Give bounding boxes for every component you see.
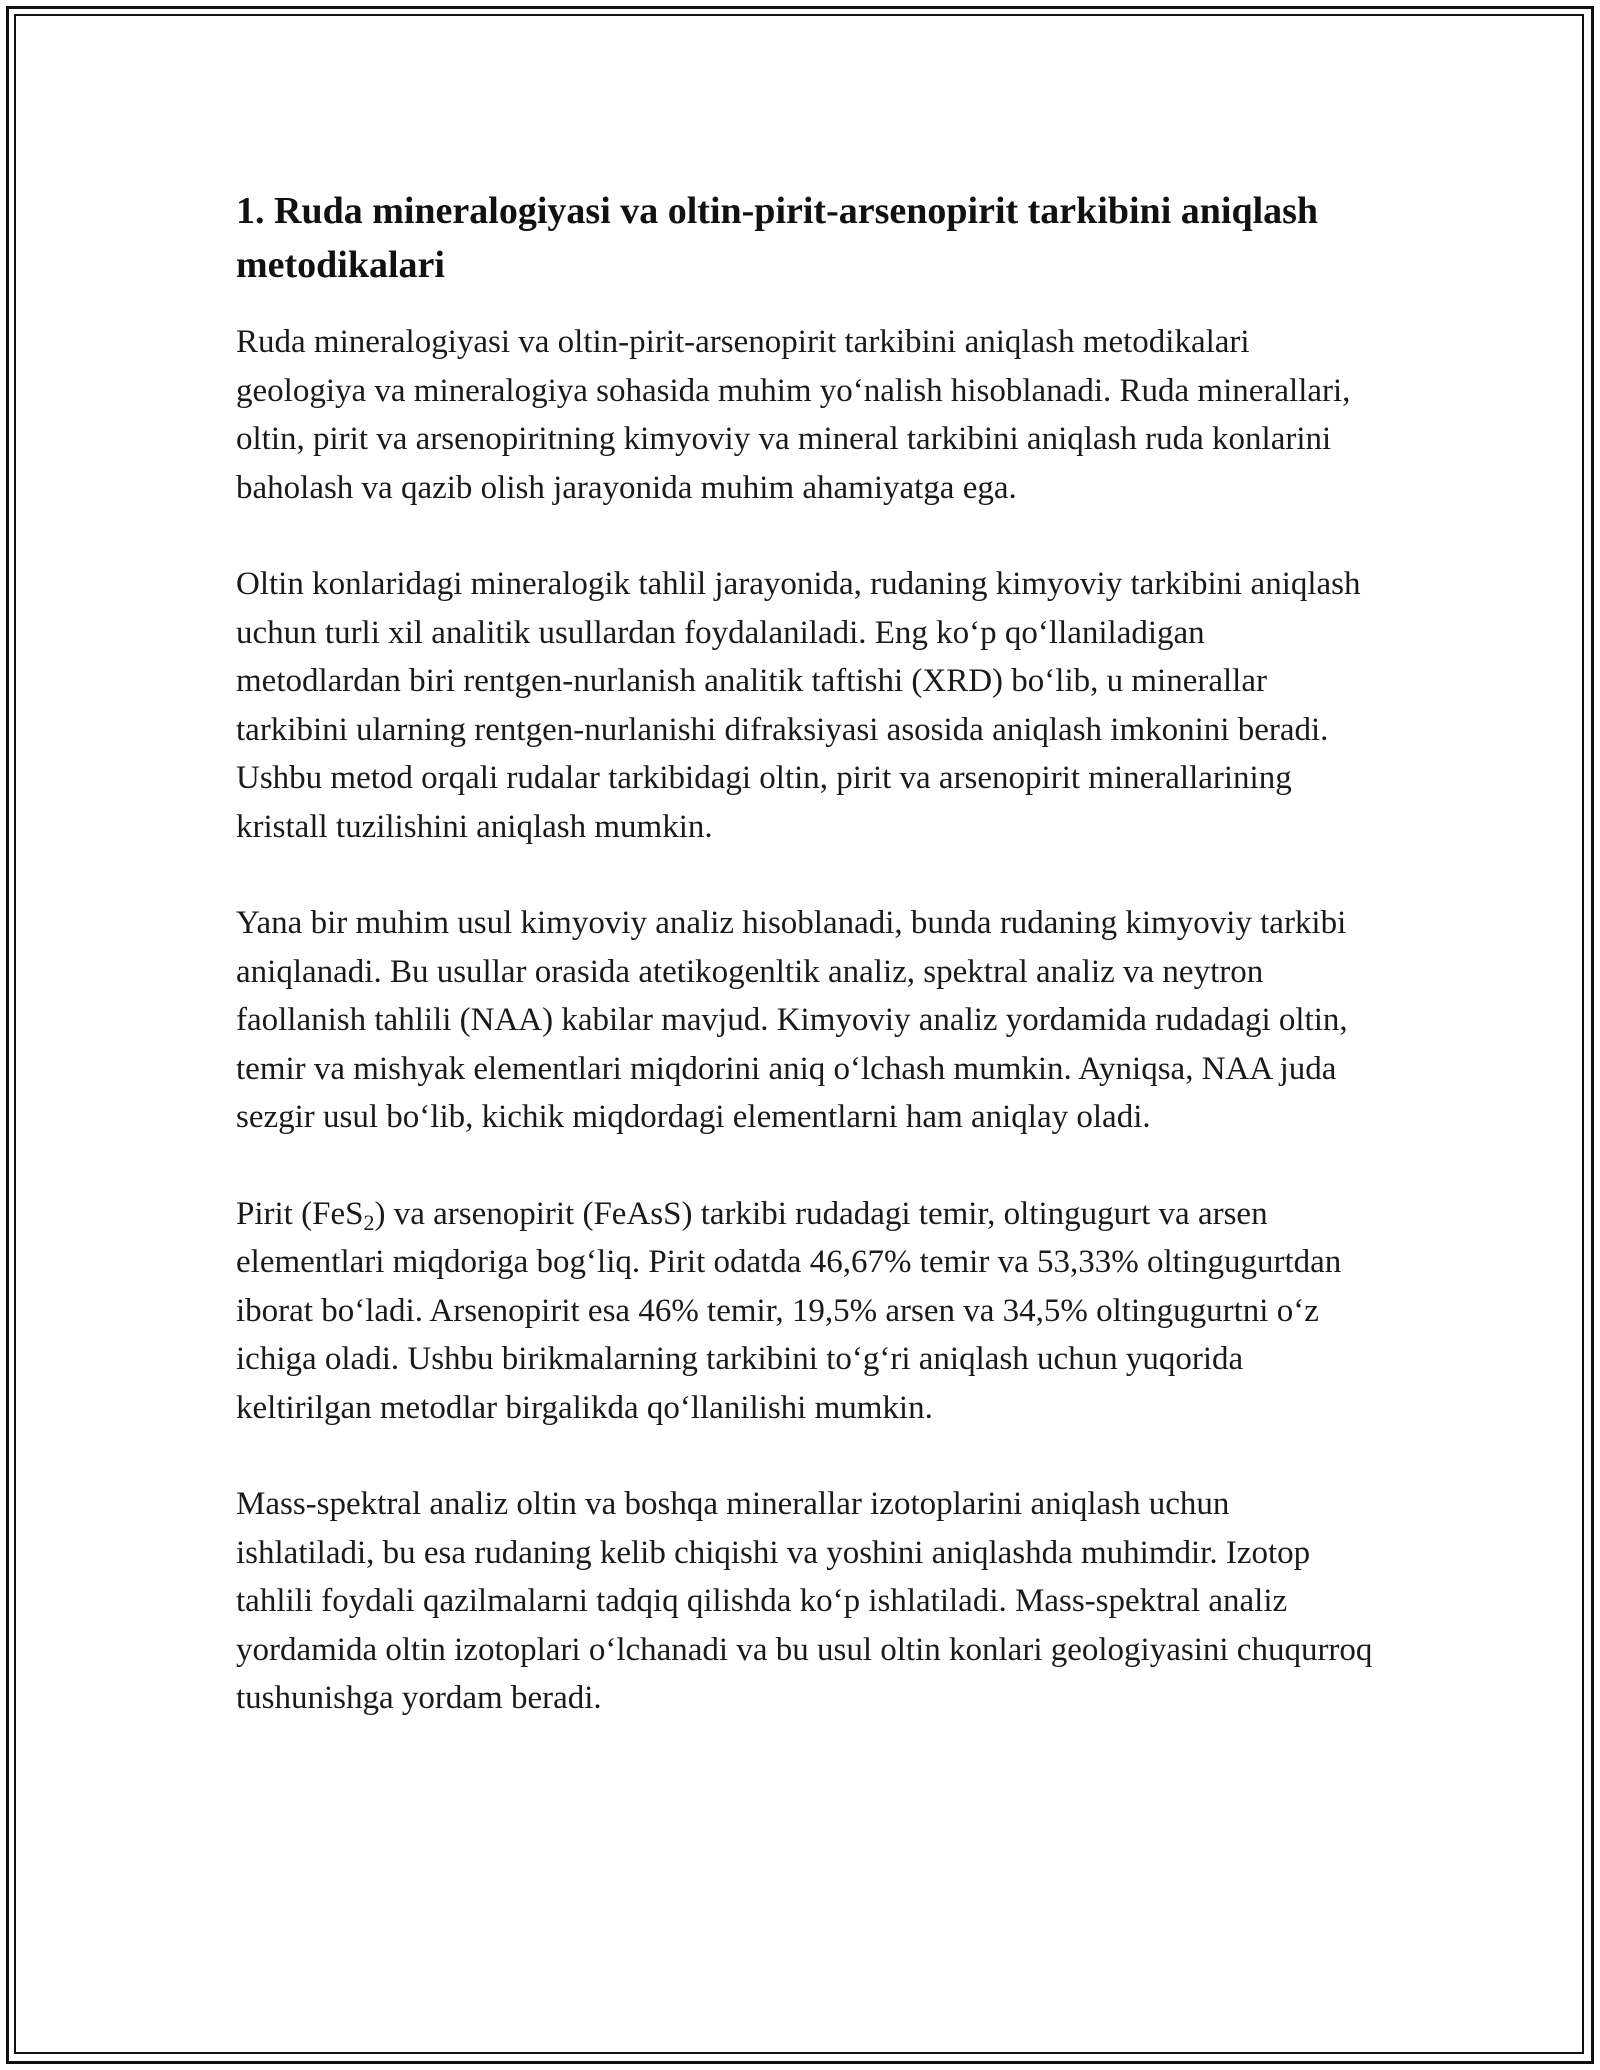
paragraph-chemical-analysis: Yana bir muhim usul kimyoviy analiz hisoblanadi, bunda rudaning kimyoviy tarkibi aniqlanadi. Bu usullar orasida atetikogenltik analiz, spektral analiz va neytron faollanish tahlili (NAA) kabilar mavjud. Kimyoviy analiz yordamida rudadagi oltin, temir va mishyak elementlari miqdorini aniq o‘lchash mumkin. Ayniqsa, NAA juda sezgir usul bo‘lib, kichik miqdordagi elementlarni ham aniqlay oladi.: [236, 905, 1348, 1135]
paragraph-xrd: Oltin konlaridagi mineralogik tahlil jarayonida, rudaning kimyoviy tarkibini aniqlash uchun turli xil analitik usullardan foydalaniladi. Eng ko‘p qo‘llaniladigan metodlardan biri rentgen-nurlanish analitik taftishi (XRD) bo‘lib, u minerallar tarkibini ularning rentgen-nurlanishi difraksiyasi asosida aniqlash imkonini beradi. Ushbu metod orqali rudalar tarkibidagi oltin, pirit va arsenopirit minerallarining kristall tuzilishini aniqlash mumkin.: [236, 566, 1361, 845]
paragraph-intro: Ruda mineralogiyasi va oltin-pirit-arsenopirit tarkibini aniqlash metodikalari geologiya va mineralogiya sohasida muhim yo‘nalish hisoblanadi. Ruda minerallari, oltin, pirit va arsenopiritning kimyoviy va mineral tarkibini aniqlash ruda konlarini baholash va qazib olish jarayonida muhim ahamiyatga ega.: [236, 324, 1351, 506]
paragraph-composition-text-start: Pirit (FeS: [236, 1195, 364, 1232]
paragraph-mass-spectral: Mass-spektral analiz oltin va boshqa minerallar izotoplarini aniqlash uchun ishlatiladi, bu esa rudaning kelib chiqishi va yoshini aniqlashda muhimdir. Izotop tahlili foydali qazilmalarni tadqiq qilishda ko‘p ishlatiladi. Mass-spektral analiz yordamida oltin izotoplari o‘lchanadi va bu usul oltin konlari geologiyasini chuqurroq tushunishga yordam beradi.: [236, 1486, 1373, 1716]
formula-subscript: 2: [363, 1209, 375, 1235]
paragraph-composition-text-end: ) va arsenopirit (FeAsS) tarkibi rudadagi temir, oltingugurt va arsen elementlari miqdoriga bog‘liq. Pirit odatda 46,67% temir va 53,33% oltingugurtdan iborat bo‘ladi. Arsenopirit esa 46% temir, 19,5% arsen va 34,5% oltingugurtni o‘z ichiga oladi. Ushbu birikmalarning tarkibini to‘g‘ri aniqlash uchun yuqorida keltirilgan metodlar birgalikda qo‘llanilishi mumkin.: [236, 1195, 1342, 1426]
section-heading: 1. Ruda mineralogiyasi va oltin-pirit-arsenopirit tarkibini aniqlash metodikalari: [236, 190, 1319, 286]
document-body: [236, 184, 1376, 1771]
paragraph-composition: [236, 1190, 1376, 1433]
